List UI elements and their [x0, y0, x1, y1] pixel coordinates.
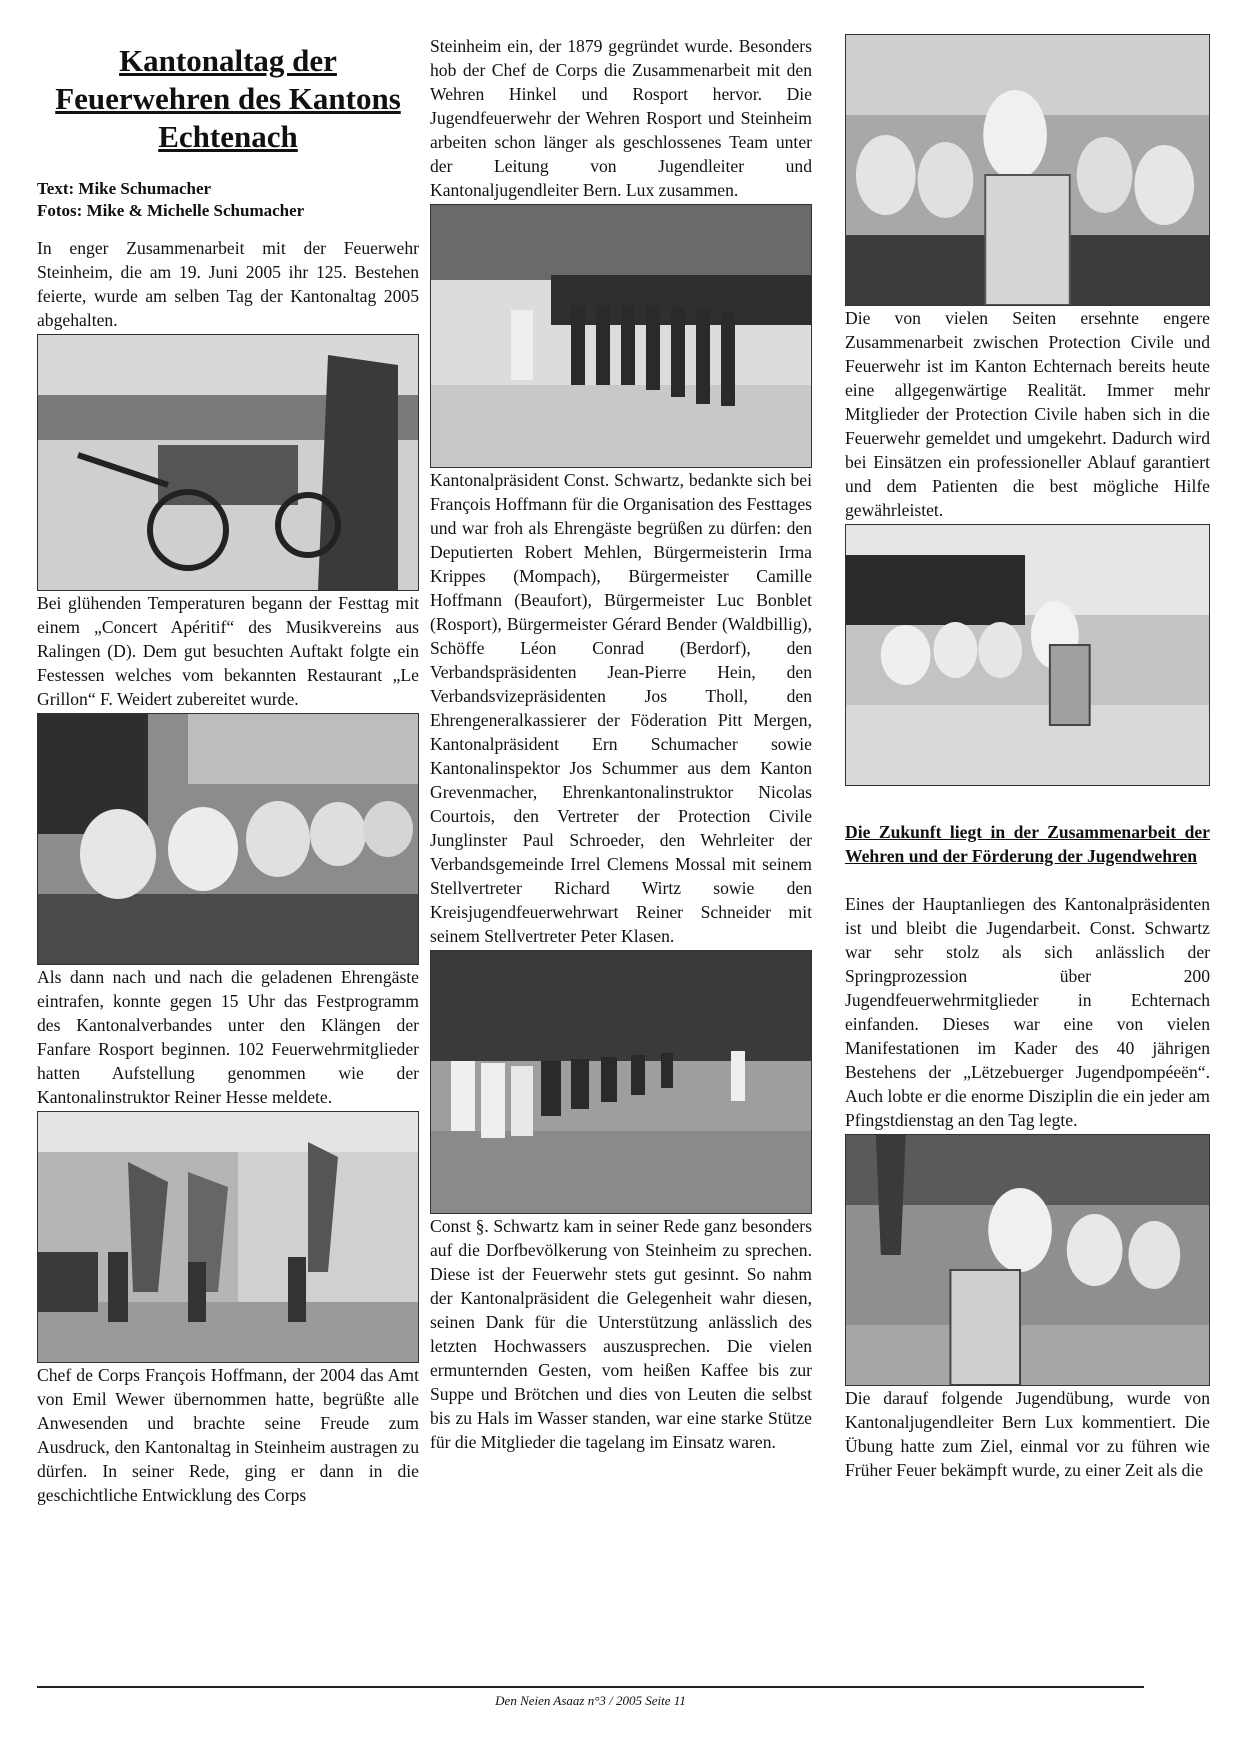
credit-text: Text: Mike Schumacher: [37, 179, 212, 198]
photo-youth-line-up: [430, 204, 812, 468]
photo-speaker-close: [845, 1134, 1210, 1386]
credit-photos: Fotos: Mike & Michelle Schumacher: [37, 201, 305, 220]
paragraph: Const §. Schwartz kam in seiner Rede ganz besonders auf die Dorfbevölkerung von Steinheim zu sprechen. Diese ist der Feuerwehr stets gut gesinnt. So nahm der Kantonalpräsident die Gelegenheit wahr diesen, seinen Dank für die Unterstützung anlässlich des letzten Hochwassers auszusprechen. Die vielen ermunternden Gesten, vom heißen Kaffee bis zur Suppe und Brötchen und dies von Leuten die selbst bis zu Hals im Wasser standen, war eine starke Stütze für die Mitglieder die tagelang im Einsatz waren.: [430, 1216, 812, 1452]
photo-fire-cart: [37, 334, 419, 591]
credits: [37, 178, 419, 222]
paragraph: Als dann nach und nach die geladenen Ehrengäste eintrafen, konnte gegen 15 Uhr das Festprogramm des Kantonalverbandes unter den Klängen der Fanfare Rosport beginnen. 102 Feuerwehrmitglieder hatten Aufstellung genommen wie der Kantonalinstruktor Reiner Hesse meldete.: [37, 967, 419, 1107]
footer-rule: [37, 1686, 1144, 1688]
section-heading: Die Zukunft liegt in der Zusammenarbeit der Wehren und der Förderung der Jugendwehren: [845, 822, 1210, 866]
photo-audience-speech: [845, 524, 1210, 786]
column-middle: [430, 34, 812, 1454]
column-right: [845, 34, 1210, 1482]
paragraph: Die darauf folgende Jugendübung, wurde von Kantonaljugendleiter Bern Lux kommentiert. Die Übung hatte zum Ziel, einmal vor zu führen wie Früher Feuer bekämpft wurde, zu einer Zeit als die: [845, 1388, 1210, 1480]
paragraph: In enger Zusammenarbeit mit der Feuerwehr Steinheim, die am 19. Juni 2005 ihr 125. Bestehen feierte, wurde am selben Tag der Kantonaltag 2005 abgehalten.: [37, 238, 419, 330]
paragraph: Eines der Hauptanliegen des Kantonalpräsidenten ist und bleibt die Jugendarbeit. Const. Schwartz war sehr stolz als sich anlässlich der Springprozession über 200 Jugendfeuerwehrmitglieder in Echternach einfanden. Dieses war eine von vielen Manifestationen im Kader des 40 jährigen Bestehens der „Lëtzebuerger Jugendpompéeën“. Auch lobte er die enorme Disziplin die ein jeder am Pfingstdienstag an den Tag legte.: [845, 894, 1210, 1130]
photo-flag-bearers: [37, 1111, 419, 1363]
paragraph: Kantonalpräsident Const. Schwartz, bedankte sich bei François Hoffmann für die Organisation des Festtages und war froh als Ehrengäste begrüßen zu dürfen: den Deputierten Robert Mehlen, Bürgermeisterin Irma Krippes (Mompach), Bürgermeister Camille Hoffmann (Beaufort), Bürgermeister Luc Bonblet (Rosport), Bürgermeister Gérard Bender (Waldbillig), Schöffe Léon Conrad (Berdorf), den Verbandspräsidenten Jean-Pierre Hein, den Verbandsvizepräsidenten Jos Tholl, den Ehrengeneralkassierer der Föderation Pitt Mergen, Kantonalpräsident Ern Schumacher sowie Kantonalinspektor Jos Schummer aus dem Kanton Grevenmacher, Ehrenkantonalinstruktor Nicolas Courtois, den Vertreter der Protection Civile Junglinster Paul Schroeder, den Wehrleiter der Verbandsgemeinde Irrel Clemens Mossal mit seinem Stellvertreter Richard Wirtz sowie den Kreisjugendfeuerwehrwart Reiner Schneider mit seinem Stellvertreter Peter Klasen.: [430, 470, 812, 946]
paragraph: Chef de Corps François Hoffmann, der 2004 das Amt von Emil Wewer übernommen hatte, begrüßte alle Anwesenden und brachte seine Freude zum Ausdruck, den Kantonaltag in Steinheim austragen zu dürfen. In seiner Rede, ging er dann in die geschichtliche Entwicklung des Corps: [37, 1365, 419, 1505]
column-left: [37, 34, 419, 1507]
article-title: Kantonaltag der Feuerwehren des Kantons Echtenach: [55, 43, 401, 154]
photo-speaker-podium: [845, 34, 1210, 306]
photo-seated-firefighters: [37, 713, 419, 965]
page-footer: Den Neien Asaaz n°3 / 2005 Seite 11: [495, 1693, 686, 1708]
paragraph: Steinheim ein, der 1879 gegründet wurde. Besonders hob der Chef de Corps die Zusammenarbeit mit den Wehren Hinkel und Rosport hervor. Die Jugendfeuerwehr der Wehren Rosport und Steinheim arbeiten schon länger als geschlossenes Team unter der Leitung von Jugendleiter und Kantonaljugendleiter Bern. Lux zusammen.: [430, 36, 812, 200]
paragraph: Bei glühenden Temperaturen begann der Festtag mit einem „Concert Apéritif“ des Musikvereins aus Ralingen (D). Dem gut besuchten Auftakt folgte ein Festessen welches vom bekannten Restaurant „Le Grillon“ F. Weidert zubereitet wurde.: [37, 593, 419, 709]
photo-procession: [430, 950, 812, 1214]
paragraph: Die von vielen Seiten ersehnte engere Zusammenarbeit zwischen Protection Civile und Feuerwehr ist im Kanton Echternach bereits heute eine allgegenwärtige Realität. Immer mehr Mitglieder der Protection Civile haben sich in die Feuerwehr gemeldet und umgekehrt. Dadurch wird bei Einsätzen ein professioneller Ablauf garantiert und dem Patienten die best mögliche Hilfe gewährleistet.: [845, 308, 1210, 520]
